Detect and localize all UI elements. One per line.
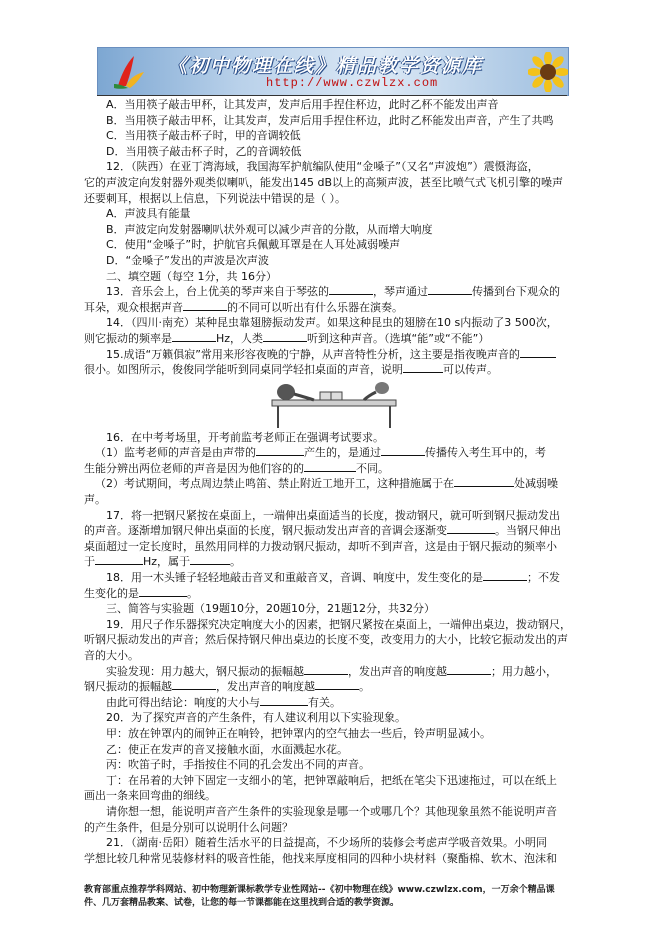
sunflower-icon [528, 52, 568, 92]
question-16-part1-line2: 生能分辨出两位老师的声音是因为他们容的的 不同。 [84, 461, 389, 475]
header-divider [97, 95, 567, 96]
section-fill-blank: 二、填空题（每空 1分，共 16分） [106, 269, 277, 283]
section-experiments: 三、简答与实验题（19题10分，20题10分，21题12分，共32分） [106, 602, 435, 616]
footer-line-1: 教育部重点推荐学科网站、初中物理新课标教学专业性网站--《初中物理在线》www.czwlzx.com，一万余个精品课 [84, 885, 555, 895]
question-15-line2: 很小。如图所示，俊俊同学能听到同桌同学轻扣桌面的声音，说明 可以传声。 [84, 363, 498, 377]
question-20-jia: 甲：放在钟罩内的闹钟正在响铃，把钟罩内的空气抽去一些后，铃声明显减小。 [106, 726, 491, 740]
question-20-ask-line2: 的产生条件，但是分别可以说明什么问题？ [84, 820, 293, 834]
question-17: 17．将一把钢尺紧按在桌面上，一端伸出桌面适当的长度，拨动钢尺，就可听到钢尺振动发出 [106, 508, 560, 522]
exam-content [84, 97, 580, 866]
question-17-line2: 的声音。逐渐增加钢尺伸出桌面的长度，钢尺振动发出声音的音调会逐渐变 。当钢尺伸出 [84, 524, 561, 538]
question-14: 14．（四川·南充）某种昆虫靠翅膀振动发声。如果这种昆虫的翅膀在10 s内振动了3 500次， [106, 316, 558, 330]
option-a: A．当用筷子敲击甲杯，让其发声，发声后用手捏住杯边，此时乙杯不能发出声音 [106, 98, 499, 111]
question-20-ask: 请你想一想，能说明声音产生条件的实验现象是哪一个或哪几个？其他现象虽然不能说明声音 [106, 804, 557, 818]
question-19-finding: 实验发现：用力越大，钢尺振动的振幅越 ，发出声音的响度越 ；用力越小， [106, 664, 557, 678]
question-16-part2: （2）考试期间，考点周边禁止鸣笛、禁止附近工地开工，这种措施属于在 处减弱噪 [95, 477, 558, 491]
option-b: B．当用筷子敲击甲杯，让其发声，发声后用手捏住杯边，此时乙杯能发出声音，产生了共鸣 [106, 113, 554, 127]
question-19-line2: 听钢尺振动发出的声音；然后保持钢尺伸出桌边的长度不变，改变用力的大小，比较它振动发出的声 [84, 633, 568, 647]
question-18: 18．用一木头锤子轻轻地敲击音叉和重敲音叉，音调、响度中，发生变化的是 ；不发 [106, 571, 560, 585]
student-desk-illustration [264, 378, 404, 430]
q12-option-a: A．声波具有能量 [106, 207, 191, 221]
question-16-part2-line2: 声。 [84, 493, 106, 507]
question-13: 13．音乐会上，台上优美的琴声来自于琴弦的 ，琴声通过 传播到台下观众的 [106, 285, 560, 299]
banner-title: 《初中物理在线》精品教学资源库 [168, 55, 484, 77]
question-12-line2: 它的声波定向发射器外观类似喇叭，能发出145 dB以上的高频声波，甚至比喷气式飞机引擎的噪声 [84, 175, 564, 189]
question-20: 20．为了探究声音的产生条件，有人建议利用以下实验现象。 [106, 711, 406, 725]
question-17-line4: 于 Hz，属于 。 [84, 555, 242, 569]
question-12: 12．（陕西）在亚丁湾海域，我国海军护航编队使用“金嗓子”（又名“声波炮”）震慑海盗， [106, 160, 539, 174]
page-footer [84, 884, 584, 910]
option-d: D．当用筷子敲击杯子时，乙的音调较低 [106, 144, 302, 158]
question-20-bing: 丙：吹笛子时，手指按住不同的孔会发出不同的声音。 [106, 758, 370, 772]
question-12-line3: 还要刺耳，根据以上信息，下列说法中错误的是（ ）。 [84, 191, 346, 205]
question-19-line3: 音的大小。 [84, 649, 139, 662]
q12-option-d: D．“金嗓子”发出的声波是次声波 [106, 253, 269, 267]
question-20-ding: 丁：在吊着的大钟下固定一支细小的笔，把钟罩敲响后，把纸在笔尖下迅速拖过，可以在纸上 [106, 773, 557, 787]
logo-icon [112, 54, 146, 90]
header-banner [97, 47, 569, 96]
question-14-line2: 则它振动的频率是 Hz，人类 听到这种声音。（选填“能”或“不能”） [84, 331, 490, 345]
footer-line-2: 件、几万套精品教案、试卷，让您的每一节课都能在这里找到合适的教学资源。 [84, 898, 400, 908]
question-18-line2: 生变化的是 。 [84, 586, 198, 600]
question-20-ding-line2: 画出一条来回弯曲的细线。 [84, 789, 216, 803]
question-21: 21．（湖南·岳阳）随着生活水平的日益提高，不少场所的装修会考虑声学吸音效果。小明同 [106, 836, 547, 850]
question-16-part1: （1）监考老师的声音是由声带的 产生的，是通过 传播传入考生耳中的，考 [95, 446, 546, 460]
option-c: C．当用筷子敲击杯子时，甲的音调较低 [106, 129, 301, 143]
banner-url[interactable]: http://www.czwlzx.com [266, 76, 439, 90]
question-19: 19．用尺子作乐器探究决定响度大小的因素，把钢尺紧按在桌面上，一端伸出桌边，拨动钢尺， [106, 617, 571, 631]
question-21-line2: 学想比较几种常见装修材料的吸音性能，他找来厚度相同的四种小块材料（聚酯棉、软木、泡沫和 [84, 851, 557, 865]
question-20-yi: 乙：使正在发声的音叉接触水面，水面溅起水花。 [106, 742, 348, 756]
question-13-line2: 耳朵，观众根据声音 的不同可以听出有什么乐器在演奏。 [84, 300, 403, 314]
question-16: 16．在中考考场里，开考前监考老师正在强调考试要求。 [106, 430, 384, 444]
question-19-finding-line2: 钢尺振动的振幅越 ，发出声音的响度越 。 [84, 680, 370, 694]
question-19-conclusion: 由此可得出结论：响度的大小与 有关。 [106, 695, 341, 709]
q12-option-c: C．使用“金嗓子”时，护航官兵佩戴耳罩是在人耳处减弱噪声 [106, 238, 401, 252]
q12-option-b: B．声波定向发射器喇叭状外观可以减少声音的分散，从而增大响度 [106, 222, 433, 236]
question-15: 15.成语“万籁俱寂”常用来形容夜晚的宁静，从声音特性分析，这主要是指夜晚声音的 [84, 347, 580, 363]
desk-figure [84, 378, 580, 430]
question-17-line3: 桌面超过一定长度时，虽然用同样的力拨动钢尺振动，却听不到声音，这是由于钢尺振动的频率小 [84, 539, 557, 553]
